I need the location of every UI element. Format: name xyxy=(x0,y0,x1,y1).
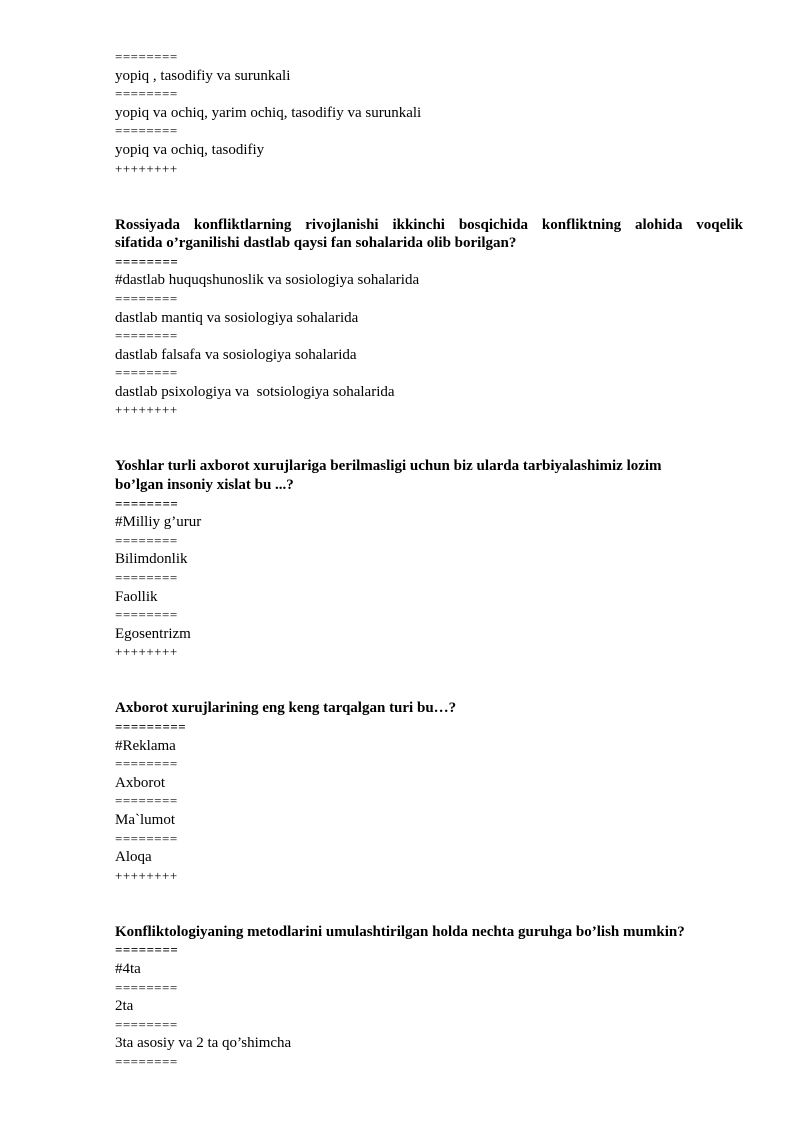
document-page xyxy=(115,48,743,1071)
answer-option: 3ta asosiy va 2 ta qo’shimcha xyxy=(115,1035,292,1052)
separator: ======== xyxy=(115,979,178,995)
separator: ======== xyxy=(115,290,178,306)
correct-answer: #4ta xyxy=(115,960,141,977)
separator: ======== xyxy=(115,253,179,269)
end-marker: ++++++++ xyxy=(115,160,178,176)
separator: ======== xyxy=(115,942,179,958)
separator: ======== xyxy=(115,756,178,772)
question-text-line: Yoshlar turli axborot xurujlariga berilmasligi uchun biz ularda tarbiyalashimiz lozim xyxy=(115,458,662,475)
answer-option: Aloqa xyxy=(115,849,152,866)
end-marker: ++++++++ xyxy=(115,867,178,883)
separator: ======== xyxy=(115,123,178,139)
correct-answer: #Milliy g’urur xyxy=(115,514,202,531)
question-block xyxy=(115,457,743,662)
separator: ======== xyxy=(115,607,178,623)
correct-answer: #dastlab huquqshunoslik va sosiologiya sohalarida xyxy=(115,272,420,289)
separator: ======== xyxy=(115,86,178,102)
separator: ======== xyxy=(115,793,178,809)
answer-option: Bilimdonlik xyxy=(115,551,188,568)
question-text-line: bo’lgan insoniy xislat bu ...? xyxy=(115,477,294,494)
separator: ======== xyxy=(115,532,178,548)
answer-option: Ma`lumot xyxy=(115,811,175,828)
separator: ======== xyxy=(115,328,178,344)
answer-option: dastlab falsafa va sosiologiya sohalarida xyxy=(115,346,357,363)
answer-option: Faollik xyxy=(115,588,158,605)
end-marker: ++++++++ xyxy=(115,644,178,660)
answer-option: dastlab psixologiya va sotsiologiya sohalarida xyxy=(115,383,395,400)
separator: ======== xyxy=(115,49,178,64)
question-block xyxy=(115,923,743,1072)
answer-option: 2ta xyxy=(115,998,134,1015)
answer-option: dastlab mantiq va sosiologiya sohalarida xyxy=(115,309,359,326)
answer-option: yopiq , tasodifiy va surunkali xyxy=(115,67,291,84)
separator: ======== xyxy=(115,830,178,846)
question-block xyxy=(115,216,743,421)
end-marker: ++++++++ xyxy=(115,402,178,418)
answer-option: Axborot xyxy=(115,774,165,791)
lead-answer-block xyxy=(115,48,743,178)
separator: ========= xyxy=(115,718,187,734)
answer-option: yopiq va ochiq, yarim ochiq, tasodifiy va surunkali xyxy=(115,104,422,121)
question-text-line: Axborot xurujlarining eng keng tarqalgan turi bu…? xyxy=(115,700,457,717)
separator: ======== xyxy=(115,365,178,381)
answer-option: yopiq va ochiq, tasodifiy xyxy=(115,141,265,158)
end-marker: ======== xyxy=(115,1053,178,1069)
separator: ======== xyxy=(115,1016,178,1032)
separator: ======== xyxy=(115,495,179,511)
question-block xyxy=(115,699,743,885)
correct-answer: #Reklama xyxy=(115,737,176,754)
question-text-line: sifatida o’rganilishi dastlab qaysi fan sohalarida olib borilgan? xyxy=(115,235,517,252)
question-text-line: Rossiyada konfliktlarning rivojlanishi ikkinchi bosqichida konfliktning alohida voqelik xyxy=(115,216,743,233)
answer-option: Egosentrizm xyxy=(115,625,191,642)
question-text-line: Konfliktologiyaning metodlarini umulashtirilgan holda nechta guruhga bo’lish mumkin? xyxy=(115,923,685,940)
separator: ======== xyxy=(115,570,178,586)
